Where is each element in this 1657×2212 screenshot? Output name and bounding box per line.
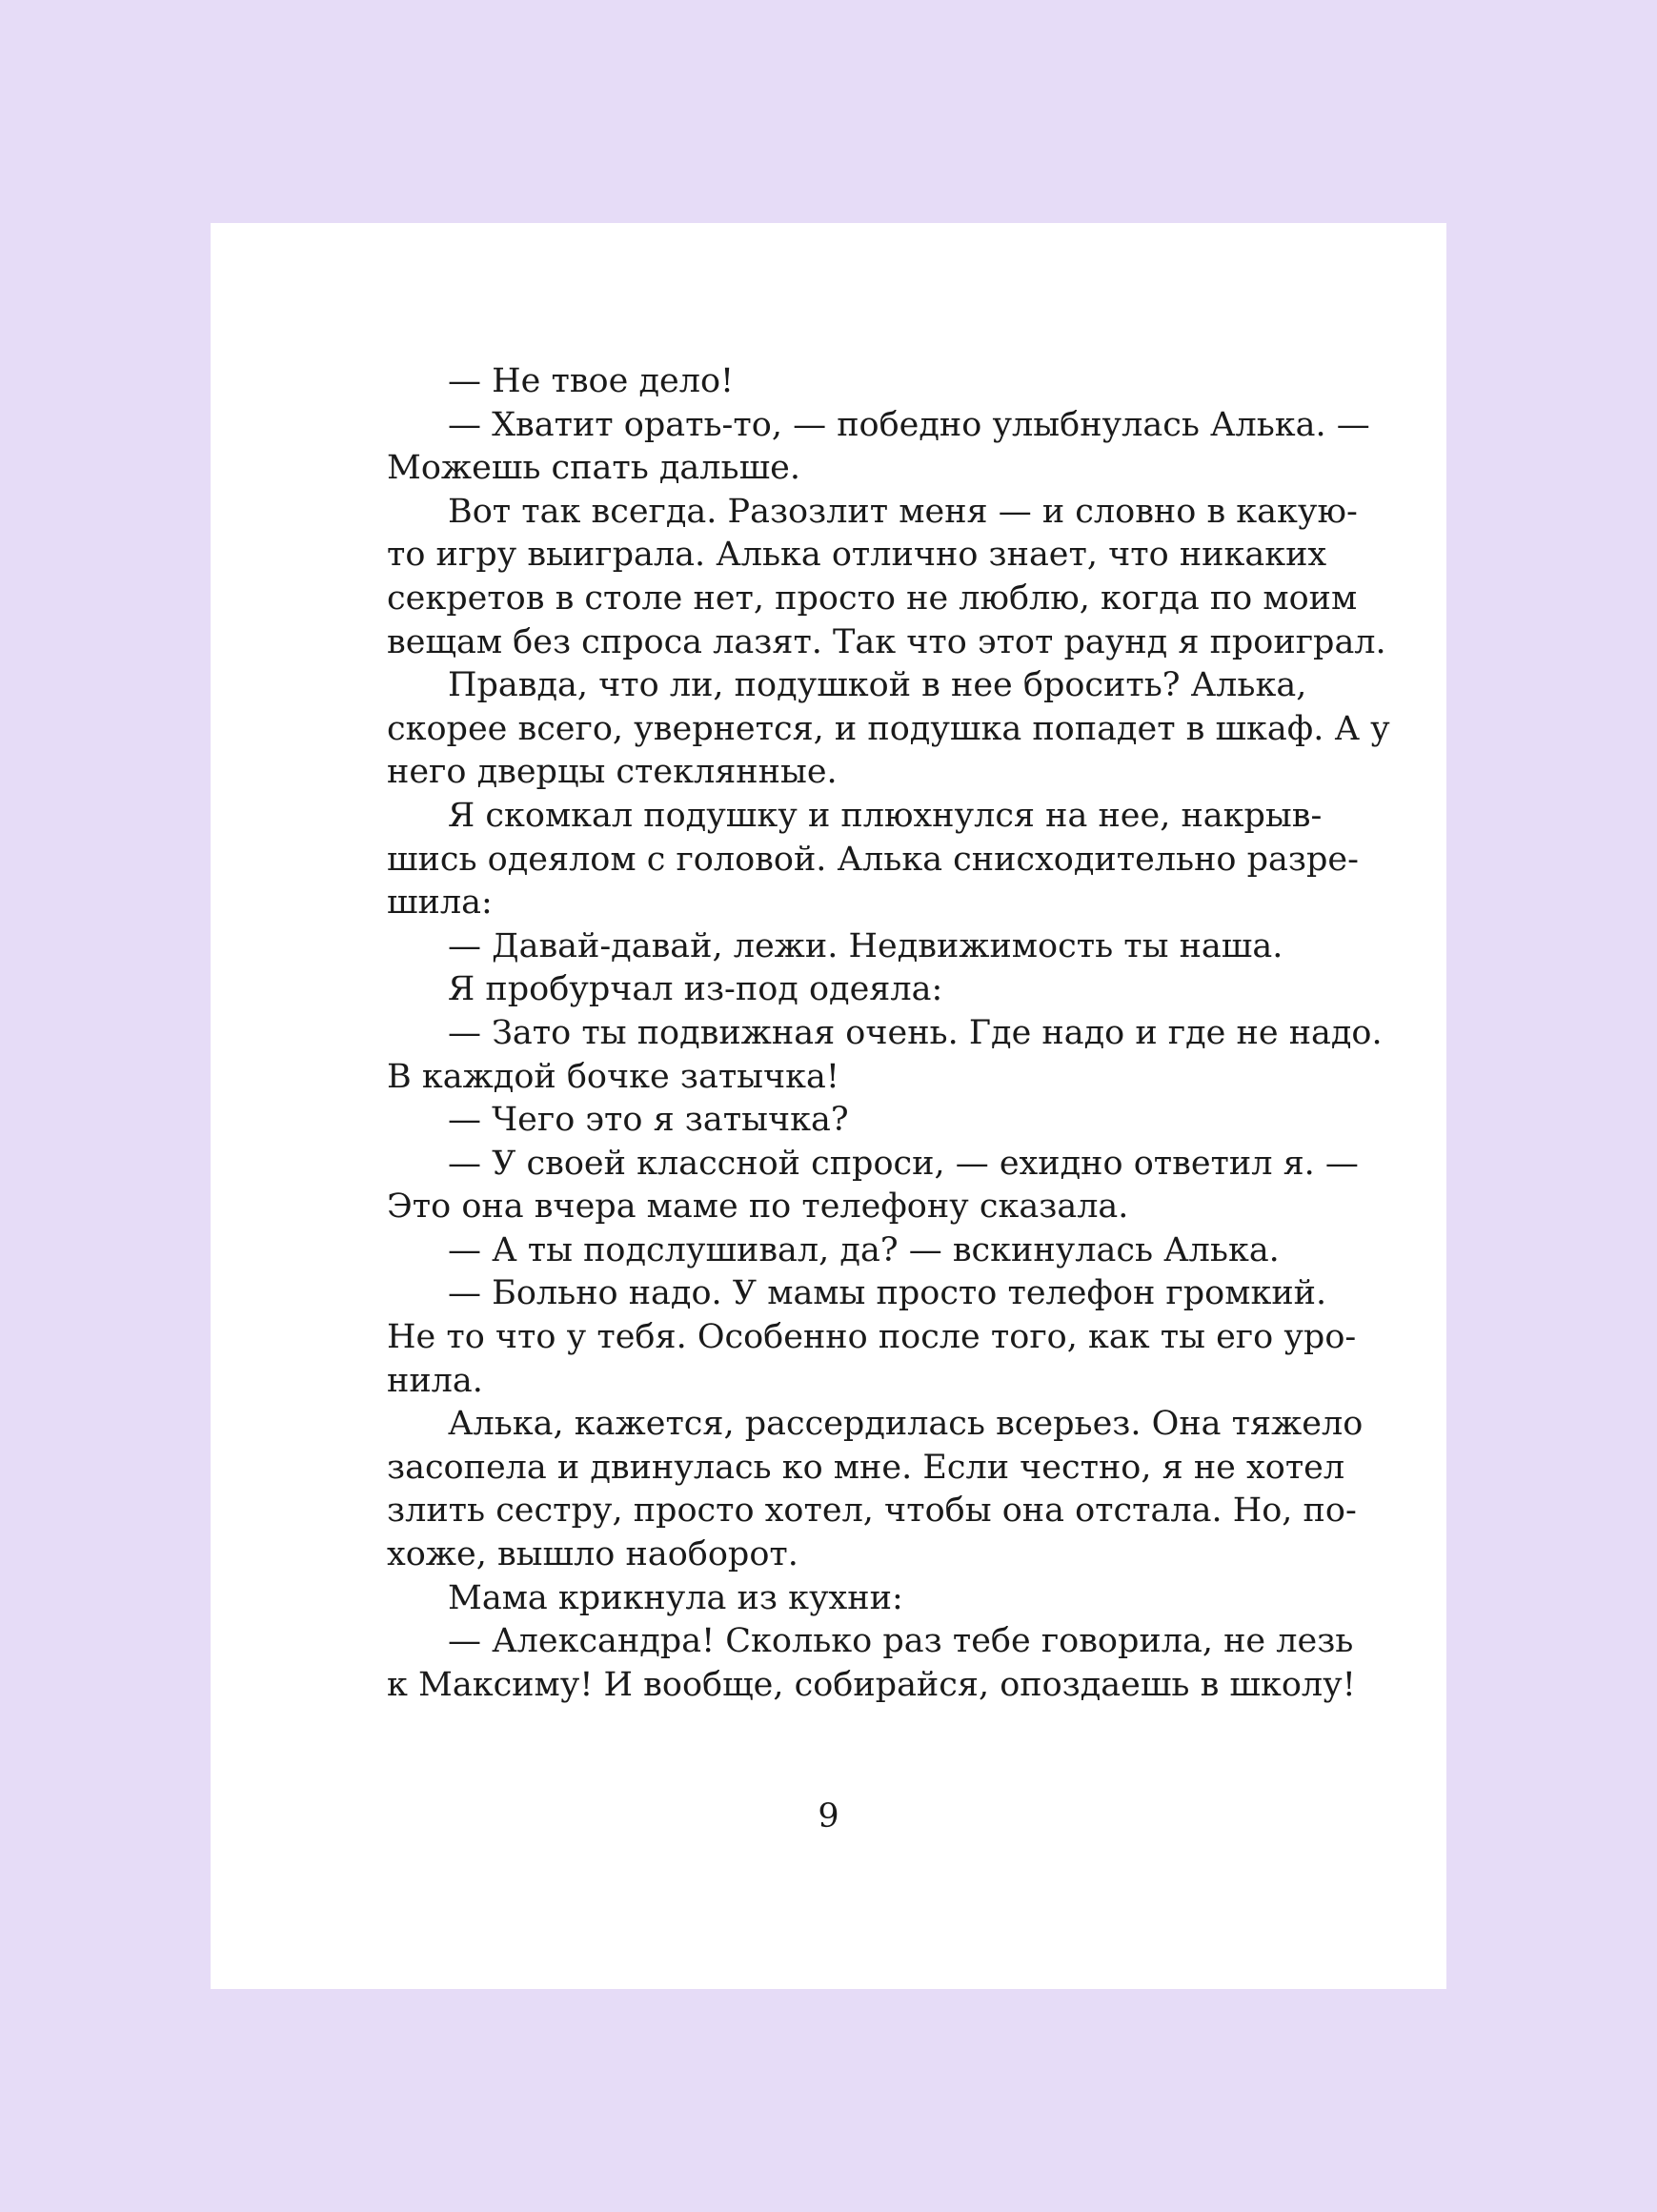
text-line: шила: — [387, 883, 493, 923]
text-line: — А ты подслушивал, да? — вскинулась Алька. — [448, 1230, 1280, 1269]
text-line: — Хватит орать-то, — победно улыбнулась Алька. — — [448, 405, 1370, 444]
text-line: Мама крикнула из кухни: — [448, 1578, 903, 1617]
text-line: секретов в столе нет, просто не люблю, когда по моим — [387, 578, 1358, 618]
text-line: Правда, что ли, подушкой в нее бросить? Алька, — [448, 666, 1307, 705]
page-number: 9 — [818, 1797, 839, 1836]
text-line: Это она вчера маме по телефону сказала. — [387, 1187, 1129, 1227]
text-line: — Больно надо. У мамы просто телефон громкий. — [448, 1274, 1327, 1313]
text-line: Алька, кажется, рассердилась всерьез. Она тяжело — [448, 1405, 1364, 1444]
text-line: то игру выиграла. Алька отлично знает, что никаких — [387, 536, 1327, 575]
text-line: злить сестру, просто хотел, чтобы она отстала. Но, по- — [387, 1492, 1357, 1531]
text-line: шись одеялом с головой. Алька снисходительно разре- — [387, 840, 1359, 879]
text-line: Я скомкал подушку и плюхнулся на нее, накрыв- — [448, 796, 1323, 835]
text-line: — Чего это я затычка? — [448, 1101, 849, 1140]
text-line: — Не твое дело! — [448, 362, 735, 400]
text-line: — Давай-давай, лежи. Недвижимость ты наша. — [448, 926, 1283, 965]
text-line: к Максиму! И вообще, собирайся, опоздаешь в школу! — [387, 1665, 1356, 1704]
book-page — [211, 223, 1446, 1989]
text-line: нила. — [387, 1361, 483, 1400]
text-line: Я пробурчал из-под одеяла: — [448, 970, 943, 1009]
text-line: — Зато ты подвижная очень. Где надо и где не надо. — [448, 1013, 1383, 1052]
text-line: Вот так всегда. Разозлит меня — и словно в какую- — [448, 492, 1358, 531]
text-line: Можешь спать дальше. — [387, 449, 800, 488]
text-line: — У своей классной спроси, — ехидно ответил я. — — [448, 1144, 1359, 1183]
text-line: вещам без спроса лазят. Так что этот раунд я проиграл. — [387, 622, 1386, 661]
text-line: хоже, вышло наоборот. — [387, 1535, 798, 1574]
body-text — [387, 360, 1390, 1707]
text-line: скорее всего, увернется, и подушка попадет в шкаф. А у — [387, 709, 1390, 748]
text-line: него дверцы стеклянные. — [387, 753, 838, 792]
text-line: Не то что у тебя. Особенно после того, как ты его уро- — [387, 1318, 1357, 1357]
text-line: — Александра! Сколько раз тебе говорила, не лезь — [448, 1622, 1354, 1661]
text-line: В каждой бочке затычка! — [387, 1057, 839, 1096]
text-line: засопела и двинулась ко мне. Если честно, я не хотел — [387, 1448, 1345, 1487]
